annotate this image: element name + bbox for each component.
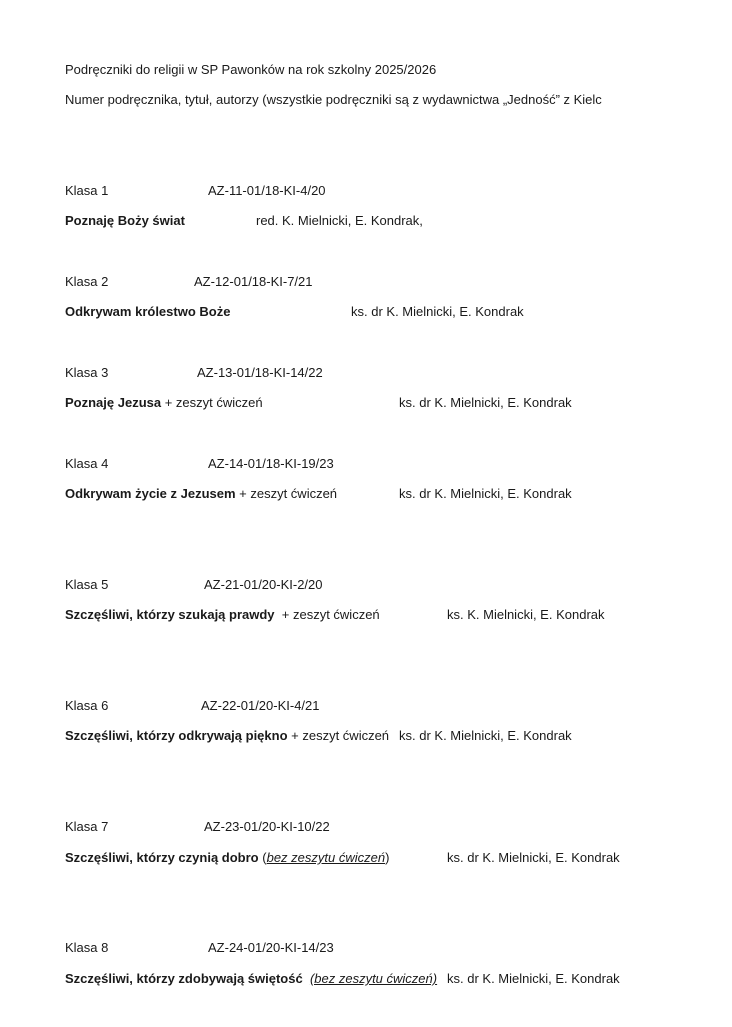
book-authors: red. K. Mielnicki, E. Kondrak, [256,213,423,228]
book-code: AZ-21-01/20-KI-2/20 [204,577,323,592]
class-label: Klasa 7 [65,819,109,834]
book-title: Odkrywam królestwo Boże [65,304,231,319]
book-title-line [65,486,337,502]
book-code: AZ-23-01/20-KI-10/22 [204,819,330,834]
class-label: Klasa 2 [65,274,109,289]
book-title: Szczęśliwi, którzy czynią dobro [65,850,259,865]
book-title: Szczęśliwi, którzy zdobywają świętość [65,971,303,986]
class-label: Klasa 8 [65,940,109,955]
class-label: Klasa 3 [65,365,109,380]
book-title-line [65,607,380,623]
book-authors: ks. dr K. Mielnicki, E. Kondrak [351,304,524,319]
book-title-line [65,850,389,866]
book-code: AZ-13-01/18-KI-14/22 [197,365,323,380]
workbook-note: (bez zeszytu ćwiczeń) [309,971,438,986]
book-authors: ks. dr K. Mielnicki, E. Kondrak [399,395,572,410]
workbook-note: + zeszyt ćwiczeń [287,728,390,743]
book-authors: ks. dr K. Mielnicki, E. Kondrak [399,486,572,501]
book-code: AZ-24-01/20-KI-14/23 [208,940,334,955]
document-title: Podręczniki do religii w SP Pawonków na rok szkolny 2025/2026 [65,62,437,77]
book-authors: ks. K. Mielnicki, E. Kondrak [447,607,605,622]
workbook-note: + zeszyt ćwiczeń [235,486,338,501]
book-title: Poznaję Boży świat [65,213,185,228]
book-code: AZ-14-01/18-KI-19/23 [208,456,334,471]
workbook-note: + zeszyt ćwiczeń [161,395,263,410]
book-code: AZ-11-01/18-KI-4/20 [208,183,326,198]
paren-open: ( [262,850,267,865]
book-title-line [65,395,263,411]
class-label: Klasa 4 [65,456,109,471]
book-title: Szczęśliwi, którzy szukają prawdy [65,607,275,622]
book-title-line [65,728,389,744]
workbook-note: + zeszyt ćwiczeń [274,607,380,622]
book-authors: ks. dr K. Mielnicki, E. Kondrak [399,728,572,743]
book-authors: ks. dr K. Mielnicki, E. Kondrak [447,971,620,986]
book-title: Szczęśliwi, którzy odkrywają piękno [65,728,288,743]
document-subtitle: Numer podręcznika, tytuł, autorzy (wszystkie podręczniki są z wydawnictwa „Jedność” z Kielc [65,92,602,107]
book-title: Poznaję Jezusa [65,395,162,410]
paren-close: ) [385,850,390,865]
book-code: AZ-12-01/18-KI-7/21 [194,274,313,289]
book-title-line [65,971,437,987]
workbook-note: bez zeszytu ćwiczeń [266,850,386,865]
class-label: Klasa 1 [65,183,109,198]
class-label: Klasa 5 [65,577,109,592]
book-code: AZ-22-01/20-KI-4/21 [201,698,320,713]
class-label: Klasa 6 [65,698,109,713]
book-title: Odkrywam życie z Jezusem [65,486,236,501]
book-authors: ks. dr K. Mielnicki, E. Kondrak [447,850,620,865]
